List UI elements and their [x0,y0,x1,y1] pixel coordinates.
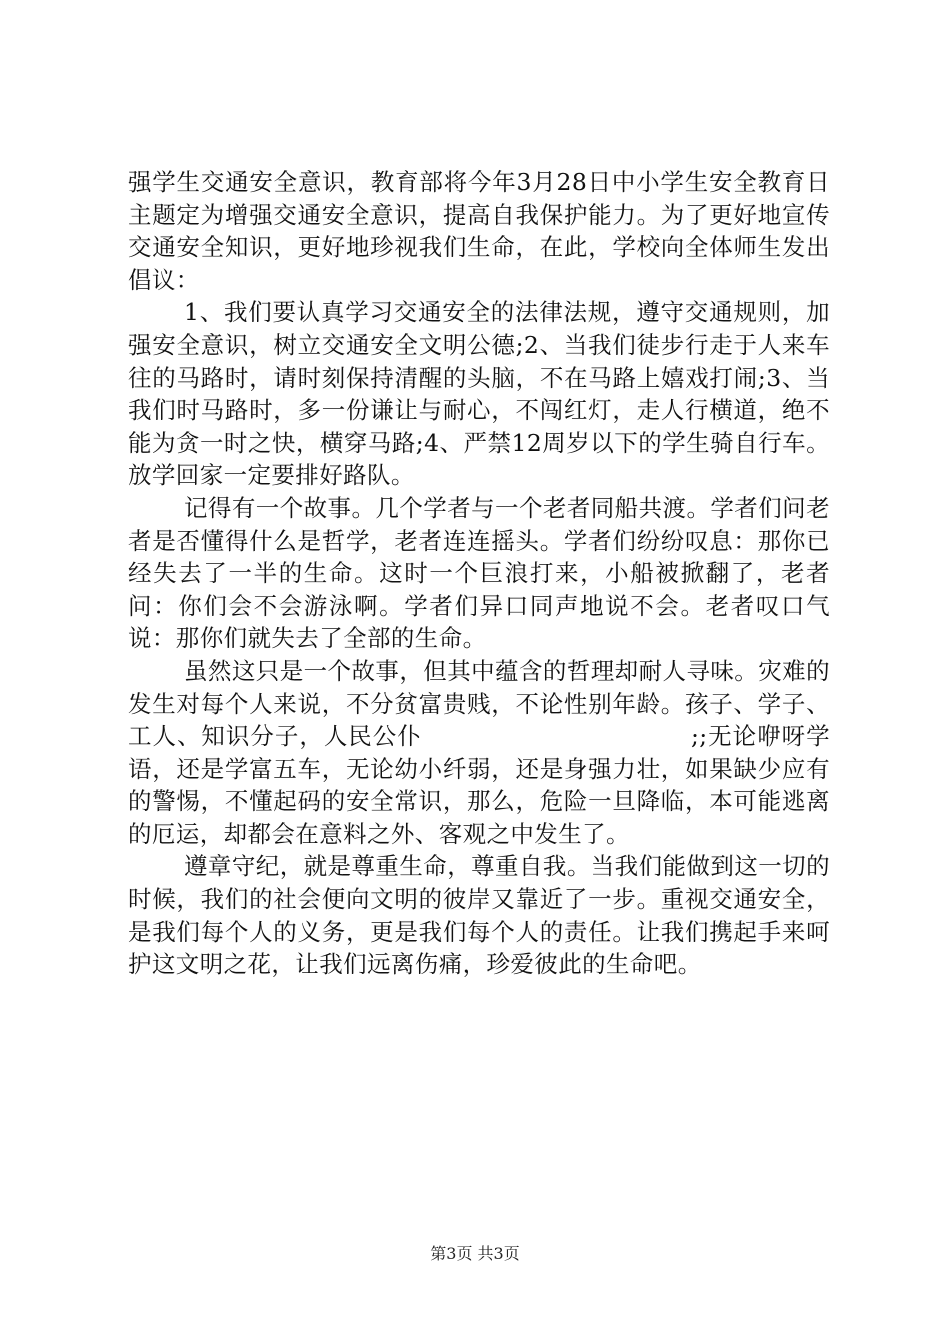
paragraph-reflection: 虽然这只是一个故事，但其中蕴含的哲理却耐人寻味。灾难的发生对每个人来说，不分贫富贵贱，不论性别年龄。孩子、学子、工人、知识分子，人民公仆 ;;无论咿呀学语，还是学富五车，无论幼小纤弱，还是身强力壮，如果缺少应有的警惕，不懂起码的安全常识，那么，危险一旦降临，本可能逃离的厄运，却都会在意料之外、客观之中发生了。 [128,656,830,848]
paragraph-proposals: 1、我们要认真学习交通安全的法律法规，遵守交通规则，加强安全意识，树立交通安全文明公德;2、当我们徒步行走于人来车往的马路时，请时刻保持清醒的头脑，不在马路上嬉戏打闹;3、当我们时马路时，多一份谦让与耐心，不闯红灯，走人行横道，绝不能为贪一时之快，横穿马路;4、严禁12周岁以下的学生骑自行车。放学回家一定要排好路队。 [128,298,830,490]
page-number-footer: 第3页 共3页 [430,1244,520,1263]
paragraph-conclusion: 遵章守纪，就是尊重生命，尊重自我。当我们能做到这一切的时候，我们的社会便向文明的彼岸又靠近了一步。重视交通安全，是我们每个人的义务，更是我们每个人的责任。让我们携起手来呵护这文明之花，让我们远离伤痛，珍爱彼此的生命吧。 [128,852,830,979]
paragraph-intro: 强学生交通安全意识，教育部将今年3月28日中小学生安全教育日主题定为增强交通安全意识，提高自我保护能力。为了更好地宣传交通安全知识，更好地珍视我们生命，在此，学校向全体师生发出倡议： [128,168,830,294]
paragraph-story: 记得有一个故事。几个学者与一个老者同船共渡。学者们问老者是否懂得什么是哲学，老者连连摇头。学者们纷纷叹息：那你已经失去了一半的生命。这时一个巨浪打来，小船被掀翻了，老者问：你们会不会游泳啊。学者们异口同声地说不会。老者叹口气说：那你们就失去了全部的生命。 [128,493,830,653]
document-body [128,166,830,981]
